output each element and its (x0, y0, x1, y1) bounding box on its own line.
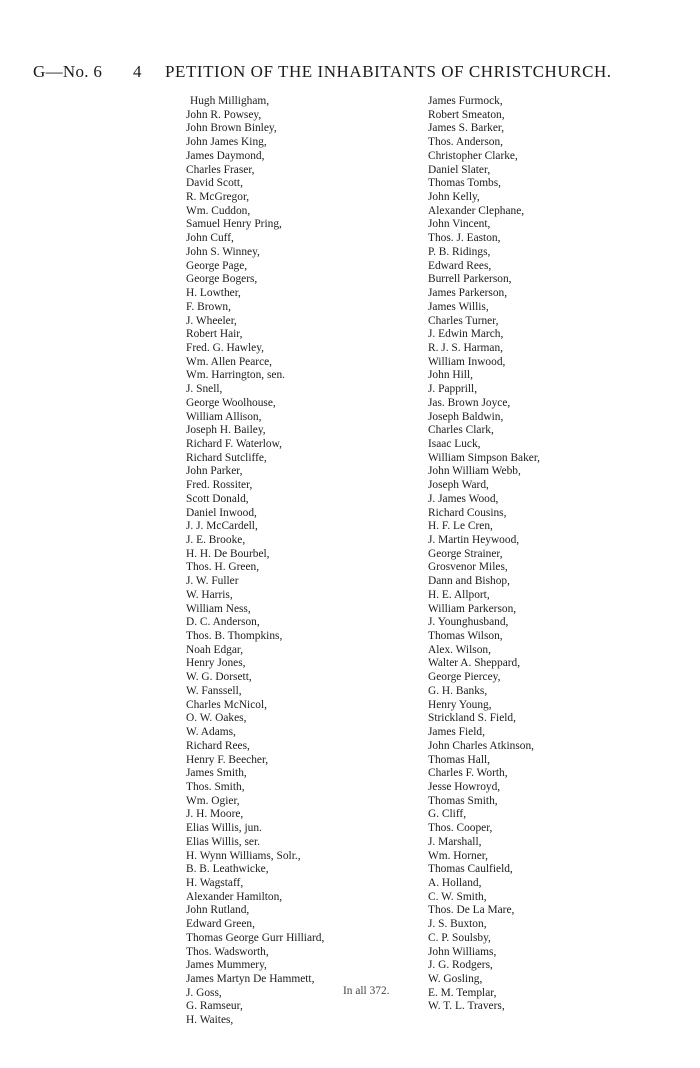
signatory-name: William Simpson Baker, (428, 451, 541, 464)
signatory-name: J. Papprill, (428, 383, 478, 396)
signatory-name: Thomas Smith, (428, 794, 498, 807)
signatory-name: Charles F. Worth, (428, 767, 508, 780)
signatory-name: Daniel Slater, (428, 163, 491, 176)
signatory-name: J. Snell, (186, 383, 223, 396)
signatory-name: J. S. Buxton, (428, 918, 487, 931)
signatory-name: John S. Winney, (186, 245, 260, 258)
signatory-name: Thos. B. Thompkins, (186, 630, 283, 643)
signatory-name: C. P. Soulsby, (428, 931, 491, 944)
signatory-name: Thomas Tombs, (428, 177, 502, 190)
signatory-name: Charles Clark, (428, 424, 494, 437)
signatory-name: Thos. H. Green, (186, 561, 260, 574)
signatory-name: John James King, (186, 136, 267, 149)
signatory-name: Walter A. Sheppard, (428, 657, 521, 670)
signatory-name: George Woolhouse, (186, 396, 276, 409)
signatory-name: Thos. J. Easton, (428, 232, 501, 245)
signatories-right-column (428, 95, 540, 1014)
signatory-name: James S. Barker, (428, 122, 505, 135)
signatory-name: Thomas Wilson, (428, 630, 503, 643)
signatory-name: H. Lowther, (186, 287, 241, 300)
signatory-name: Scott Donald, (186, 492, 249, 505)
signatory-name: Wm. Harrington, sen. (186, 369, 286, 382)
signatory-name: James Willis, (428, 300, 489, 313)
signatory-name: Joseph H. Bailey, (186, 424, 266, 437)
signatory-name: G. Ramseur, (186, 1000, 243, 1013)
signatory-name: Elias Willis, ser. (186, 835, 260, 848)
signatory-name: Henry Jones, (186, 657, 246, 670)
signatory-name: J. Younghusband, (428, 616, 509, 629)
signatory-name: Charles Fraser, (186, 163, 255, 176)
signatory-name: Charles McNicol, (186, 698, 267, 711)
signatory-name: George Strainer, (428, 547, 503, 560)
signatory-name: W. T. L. Travers, (428, 1000, 505, 1013)
signatory-name: Edward Rees, (428, 259, 492, 272)
signatory-name: A. Holland, (428, 876, 482, 889)
signatory-name: E. M. Templar, (428, 986, 497, 999)
page-header (33, 60, 663, 84)
signatory-name: W. Adams, (186, 726, 236, 739)
signatory-name: David Scott, (186, 177, 243, 190)
signatory-name: James Daymond, (186, 149, 265, 162)
signatory-name: Thos. Cooper, (428, 822, 493, 835)
signatory-name: Charles Turner, (428, 314, 499, 327)
signatory-name: James Smith, (186, 767, 247, 780)
signatory-name: Thos. Smith, (186, 780, 245, 793)
signatory-name: J. J. McCardell, (186, 520, 258, 533)
signatory-name: William Parkerson, (428, 602, 517, 615)
signatory-name: Alex. Wilson, (428, 643, 491, 656)
signatory-name: Thos. Anderson, (428, 136, 503, 149)
signatory-name: J. James Wood, (428, 492, 499, 505)
signatory-name: George Bogers, (186, 273, 258, 286)
signatory-name: Strickland S. Field, (428, 712, 516, 725)
signatory-name: Elias Willis, jun. (186, 822, 262, 835)
signatory-name: R. J. S. Harman, (428, 341, 503, 354)
signatory-name: Edward Green, (186, 918, 255, 931)
signatory-name: Thomas Hall, (428, 753, 491, 766)
signatory-name: Richard Cousins, (428, 506, 507, 519)
signatory-name: Thos. Wadsworth, (186, 945, 269, 958)
signatory-name: Henry F. Beecher, (186, 753, 269, 766)
signatory-name: Christopher Clarke, (428, 149, 518, 162)
signatory-name: Thomas Caulfield, (428, 863, 513, 876)
signatory-name: James Mummery, (186, 959, 267, 972)
signatory-name: Burrell Parkerson, (428, 273, 512, 286)
signatory-name: H. Waites, (186, 1014, 234, 1027)
page-title: PETITION OF THE INHABITANTS OF CHRISTCHURCH. (165, 62, 612, 81)
signatory-name: Alexander Clephane, (428, 204, 525, 217)
signatory-name: James Martyn De Hammett, (186, 973, 315, 985)
signatory-name: O. W. Oakes, (186, 712, 247, 725)
signatory-name: J. W. Fuller (186, 575, 239, 588)
signatory-name: James Furmock, (428, 95, 503, 107)
signatory-name: Henry Young, (428, 698, 492, 711)
signatory-name: H. F. Le Cren, (428, 520, 493, 533)
signatory-name: J. Marshall, (428, 835, 482, 848)
signatory-name: Robert Smeaton, (428, 108, 505, 121)
signatory-name: John Williams, (428, 945, 497, 958)
signatories-left-column (186, 95, 324, 1028)
signatory-name: G. H. Banks, (428, 684, 488, 697)
signatory-name: W. Fanssell, (186, 684, 242, 697)
signatory-name: John Brown Binley, (186, 122, 277, 135)
signatory-name: Joseph Ward, (428, 479, 489, 492)
signatory-name: John Rutland, (186, 904, 250, 917)
signatory-name: J. Goss, (186, 986, 222, 999)
signatory-name: H. Wagstaff, (186, 876, 244, 889)
signatory-name: H. E. Allport, (428, 588, 490, 601)
signatory-name: F. Brown, (186, 300, 231, 313)
signatory-name: Richard Sutcliffe, (186, 451, 267, 464)
signatory-name: Wm. Cuddon, (186, 204, 251, 217)
signatory-name: James Parkerson, (428, 287, 508, 300)
signatory-name: Dann and Bishop, (428, 575, 510, 588)
signatory-name: H. H. De Bourbel, (186, 547, 270, 560)
signatory-name: Thos. De La Mare, (428, 904, 515, 917)
signatory-name: Fred. Rossiter, (186, 479, 253, 492)
signatory-name: R. McGregor, (186, 191, 250, 204)
signatory-name: P. B. Ridings, (428, 245, 491, 258)
signatory-name: C. W. Smith, (428, 890, 487, 903)
signatory-name: Richard F. Waterlow, (186, 437, 282, 450)
signatory-name: John Vincent, (428, 218, 491, 231)
signatory-name: Wm. Allen Pearce, (186, 355, 273, 368)
signatory-name: H. Wynn Williams, Solr., (186, 849, 301, 862)
signatory-name: John Hill, (428, 369, 473, 382)
signatory-name: J. E. Brooke, (186, 534, 246, 546)
signatory-total: In all 372. (343, 985, 390, 997)
signatory-name: Richard Rees, (186, 739, 250, 752)
signatory-name: Thomas George Gurr Hilliard, (186, 931, 325, 944)
signatory-name: Wm. Ogier, (186, 794, 240, 807)
signatory-name: J. H. Moore, (186, 808, 244, 821)
signatory-name: Jesse Howroyd, (428, 780, 501, 793)
signatory-name: Wm. Horner, (428, 849, 488, 862)
signatory-name: Hugh Milligham, (190, 95, 270, 107)
document-reference: G—No. 6 (33, 62, 103, 81)
signatory-name: George Page, (186, 259, 248, 272)
signatory-name: D. C. Anderson, (186, 616, 260, 629)
signatory-name: John Parker, (186, 465, 243, 478)
signatory-name: William Ness, (186, 602, 251, 615)
signatory-name: J. Martin Heywood, (428, 534, 520, 546)
signatory-name: B. B. Leathwicke, (186, 863, 269, 876)
signatory-name: Fred. G. Hawley, (186, 341, 265, 354)
signatory-name: Grosvenor Miles, (428, 561, 508, 574)
signatory-name: William Inwood, (428, 355, 506, 368)
signatory-name: John Kelly, (428, 191, 480, 204)
signatory-name: W. G. Dorsett, (186, 671, 252, 684)
signatory-name: J. Wheeler, (186, 314, 237, 327)
page-number: 4 (133, 62, 142, 81)
signatory-name: Jas. Brown Joyce, (428, 396, 511, 409)
signatory-name: Robert Hair, (186, 328, 243, 341)
signatory-name: John R. Powsey, (186, 108, 262, 121)
signatory-name: Isaac Luck, (428, 437, 481, 450)
signatory-name: Daniel Inwood, (186, 506, 257, 519)
signatory-name: Samuel Henry Pring, (186, 218, 282, 231)
signatory-name: J. Edwin March, (428, 328, 504, 341)
signatory-name: Noah Edgar, (186, 643, 244, 656)
signatory-name: W. Harris, (186, 588, 233, 601)
signatory-name: Alexander Hamilton, (186, 890, 283, 903)
signatory-name: John William Webb, (428, 465, 521, 478)
signatory-name: James Field, (428, 726, 485, 739)
signatory-name: John Charles Atkinson, (428, 739, 534, 752)
signatory-name: W. Gosling, (428, 973, 483, 985)
signatory-name: William Allison, (186, 410, 262, 423)
signatory-name: George Piercey, (428, 671, 501, 684)
signatory-name: J. G. Rodgers, (428, 959, 493, 972)
signatory-name: Joseph Baldwin, (428, 410, 504, 423)
signatory-name: John Cuff, (186, 232, 234, 245)
signatory-name: G. Cliff, (428, 808, 467, 821)
